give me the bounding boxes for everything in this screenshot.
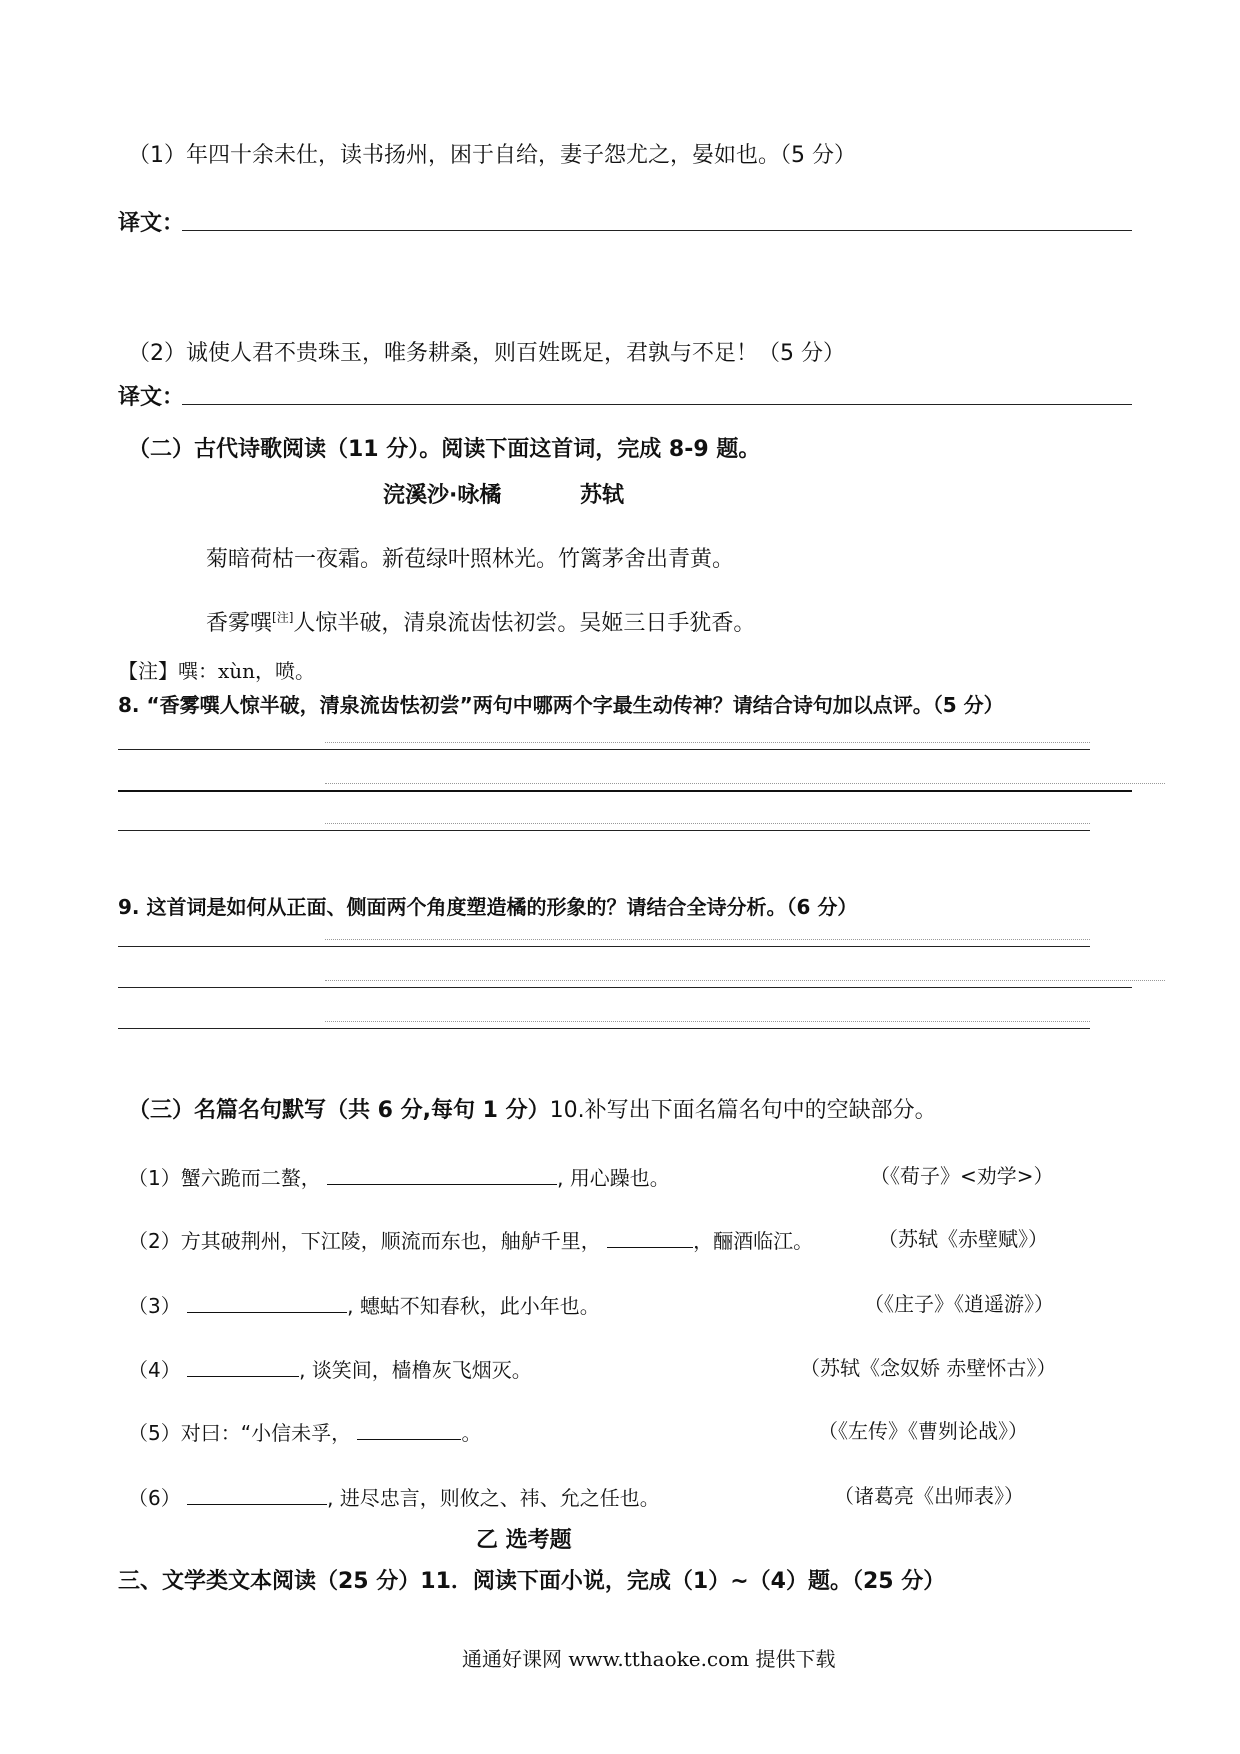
q8-answer-line-2[interactable]	[118, 790, 1132, 792]
recitation-src-1: （《荀子》<劝学>）	[870, 1164, 1054, 1188]
q8-dotted-1	[325, 742, 1090, 743]
item-pre: 方其破荆州，下江陵，顺流而东也，舳舻千里，	[180, 1229, 601, 1253]
q8-dotted-2	[325, 783, 1165, 784]
item-num: （5）	[128, 1421, 181, 1445]
blank-6[interactable]	[187, 1480, 327, 1505]
q9-answer-line-2[interactable]	[118, 987, 1132, 988]
recitation-header	[128, 1093, 937, 1124]
poem-line-2-end: 人惊半破，清泉流齿怯初尝。吴姬三日手犹香。	[293, 611, 756, 636]
recitation-header-rest: 10.补写出下面名篇名句中的空缺部分。	[549, 1098, 937, 1123]
recitation-src-2: （苏轼《赤壁赋》）	[878, 1227, 1048, 1251]
item-post: 蟪蛄不知春秋，此小年也。	[359, 1294, 600, 1318]
question-9: 9. 这首词是如何从正面、侧面两个角度塑造橘的形象的？请结合全诗分析。（6 分）	[118, 895, 858, 919]
note-marker: [注]	[272, 610, 294, 625]
poem-line-2	[206, 606, 755, 637]
q8-dotted-3	[325, 823, 1090, 824]
blank-2[interactable]	[607, 1223, 693, 1248]
item-post: 进尽忠言，则攸之、祎、允之任也。	[339, 1486, 660, 1510]
poem-note: 【注】噀：xùn，喷。	[118, 659, 316, 683]
answer-line-2[interactable]	[182, 404, 1132, 405]
item-pre: 对曰：“小信未孚，	[180, 1421, 352, 1445]
recitation-src-3: （《庄子》《逍遥游》）	[864, 1292, 1054, 1316]
recitation-src-5: （《左传》《曹刿论战》）	[818, 1419, 1028, 1443]
translation-q1: （1）年四十余未仕，读书扬州，困于自给，妻子怨尤之，晏如也。（5 分）	[128, 143, 856, 168]
section-yi-title: 乙 选考题	[476, 1528, 572, 1553]
blank-3[interactable]	[187, 1288, 347, 1313]
item-post: 谈笑间，樯橹灰飞烟灭。	[311, 1358, 532, 1382]
poem-line-1: 菊暗荷枯一夜霜。新苞绿叶照林光。竹篱茅舍出青黄。	[206, 547, 735, 572]
poetry-section-header: （二）古代诗歌阅读（11 分）。阅读下面这首词，完成 8-9 题。	[128, 437, 761, 462]
q9-dotted-2	[325, 980, 1165, 981]
recitation-header-bold: （三）名篇名句默写（共 6 分,每句 1 分）	[128, 1098, 550, 1123]
recitation-src-6: （诸葛亮《出师表》）	[834, 1484, 1024, 1508]
item-num: （2）	[128, 1229, 181, 1253]
question-8: 8. “香雾噀人惊半破，清泉流齿怯初尝”两句中哪两个字最生动传神？请结合诗句加以点评。（5 分）	[118, 693, 1004, 717]
q8-answer-line-3[interactable]	[118, 830, 1090, 831]
item-num: （4）	[128, 1358, 181, 1382]
poem-author: 苏轼	[580, 483, 625, 508]
q9-dotted-1	[325, 939, 1090, 940]
item-pre: 蟹六跪而二螯，	[180, 1166, 321, 1190]
recitation-item-1: （1）蟹六跪而二螯， , 用心躁也。	[128, 1160, 670, 1191]
recitation-item-5: （5）对曰：“小信未孚， 。	[128, 1415, 481, 1446]
blank-5[interactable]	[357, 1415, 461, 1440]
item-num: （3）	[128, 1294, 181, 1318]
recitation-item-2	[128, 1223, 813, 1254]
poem-line-2-start: 香雾噀	[206, 611, 273, 636]
section-three-title: 三、文学类文本阅读（25 分）11．阅读下面小说，完成（1）~（4）题。（25 分）	[118, 1569, 946, 1594]
recitation-item-4: （4） , 谈笑间，樯橹灰飞烟灭。	[128, 1352, 532, 1383]
item-post: 用心躁也。	[569, 1166, 670, 1190]
recitation-item-6: （6） , 进尽忠言，则攸之、祎、允之任也。	[128, 1480, 660, 1511]
item-post: ，酾酒临江。	[693, 1229, 814, 1253]
translation-label-2: 译文：	[118, 385, 185, 410]
q9-answer-line-3[interactable]	[118, 1028, 1090, 1029]
translation-q2: （2）诚使人君不贵珠玉，唯务耕桑，则百姓既足，君孰与不足！（5 分）	[128, 341, 845, 366]
translation-label-1: 译文：	[118, 211, 185, 236]
item-num: （6）	[128, 1486, 181, 1510]
q8-answer-line-1[interactable]	[118, 749, 1090, 750]
recitation-src-4: （苏轼《念奴娇 赤壁怀古》）	[800, 1356, 1057, 1380]
poem-title: 浣溪沙·咏橘	[383, 483, 502, 508]
q9-dotted-3	[325, 1021, 1090, 1022]
answer-line-1[interactable]	[182, 230, 1132, 231]
q9-answer-line-1[interactable]	[118, 946, 1090, 947]
blank-1[interactable]	[327, 1160, 557, 1185]
page-footer: 通通好课网 www.tthaoke.com 提供下载	[462, 1647, 836, 1671]
recitation-item-3: （3） , 蟪蛄不知春秋，此小年也。	[128, 1288, 600, 1319]
item-num: （1）	[128, 1166, 181, 1190]
blank-4[interactable]	[187, 1352, 299, 1377]
